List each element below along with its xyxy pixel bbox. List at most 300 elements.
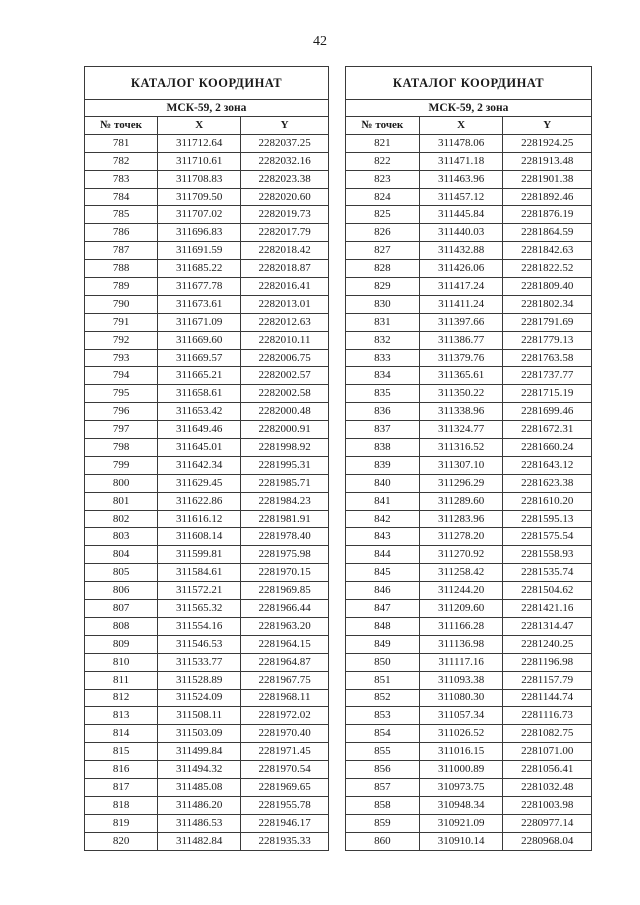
table-row — [85, 170, 329, 188]
y-coordinate-cell: 2281822.52 — [503, 260, 592, 278]
x-coordinate-cell: 311397.66 — [419, 313, 503, 331]
table-row — [346, 600, 592, 618]
x-coordinate-cell: 311485.08 — [158, 778, 241, 796]
x-coordinate-cell: 311508.11 — [158, 707, 241, 725]
point-number-cell: 809 — [85, 635, 158, 653]
x-coordinate-cell: 311324.77 — [419, 421, 503, 439]
y-coordinate-cell: 2281144.74 — [503, 689, 592, 707]
coordinate-rows — [346, 134, 592, 850]
table-row — [346, 206, 592, 224]
point-number-cell: 802 — [85, 510, 158, 528]
point-number-cell: 781 — [85, 134, 158, 152]
y-coordinate-cell: 2281558.93 — [503, 546, 592, 564]
x-coordinate-cell: 311278.20 — [419, 528, 503, 546]
y-coordinate-cell: 2281314.47 — [503, 617, 592, 635]
x-coordinate-cell: 311289.60 — [419, 492, 503, 510]
x-coordinate-cell: 311653.42 — [158, 403, 241, 421]
y-coordinate-cell: 2281924.25 — [503, 134, 592, 152]
x-coordinate-cell: 311503.09 — [158, 725, 241, 743]
table-row — [346, 349, 592, 367]
point-number-cell: 796 — [85, 403, 158, 421]
point-number-cell: 844 — [346, 546, 420, 564]
point-number-cell: 860 — [346, 832, 420, 850]
column-header-x: X — [158, 117, 241, 135]
point-number-cell: 786 — [85, 224, 158, 242]
x-coordinate-cell: 310921.09 — [419, 814, 503, 832]
point-number-cell: 857 — [346, 778, 420, 796]
table-row — [85, 295, 329, 313]
point-number-cell: 792 — [85, 331, 158, 349]
x-coordinate-cell: 311093.38 — [419, 671, 503, 689]
y-coordinate-cell: 2281421.16 — [503, 600, 592, 618]
y-coordinate-cell: 2281955.78 — [241, 796, 329, 814]
table-row — [85, 188, 329, 206]
table-row — [346, 707, 592, 725]
y-coordinate-cell: 2282010.11 — [241, 331, 329, 349]
x-coordinate-cell: 311677.78 — [158, 278, 241, 296]
point-number-cell: 830 — [346, 295, 420, 313]
y-coordinate-cell: 2282000.48 — [241, 403, 329, 421]
table-row — [85, 224, 329, 242]
x-coordinate-cell: 311166.28 — [419, 617, 503, 635]
y-coordinate-cell: 2281998.92 — [241, 439, 329, 457]
y-coordinate-cell: 2281985.71 — [241, 474, 329, 492]
table-row — [346, 814, 592, 832]
x-coordinate-cell: 311136.98 — [419, 635, 503, 653]
table-row — [85, 564, 329, 582]
point-number-cell: 836 — [346, 403, 420, 421]
table-row — [346, 242, 592, 260]
y-coordinate-cell: 2282018.87 — [241, 260, 329, 278]
table-row — [346, 564, 592, 582]
point-number-cell: 840 — [346, 474, 420, 492]
point-number-cell: 845 — [346, 564, 420, 582]
y-coordinate-cell: 2281972.02 — [241, 707, 329, 725]
y-coordinate-cell: 2282017.79 — [241, 224, 329, 242]
table-row — [346, 492, 592, 510]
y-coordinate-cell: 2281715.19 — [503, 385, 592, 403]
x-coordinate-cell: 311572.21 — [158, 582, 241, 600]
x-coordinate-cell: 311117.16 — [419, 653, 503, 671]
y-coordinate-cell: 2281981.91 — [241, 510, 329, 528]
y-coordinate-cell: 2281623.38 — [503, 474, 592, 492]
x-coordinate-cell: 311016.15 — [419, 743, 503, 761]
y-coordinate-cell: 2281963.20 — [241, 617, 329, 635]
table-row — [85, 331, 329, 349]
table-row — [85, 313, 329, 331]
x-coordinate-cell: 311486.20 — [158, 796, 241, 814]
page-number: 42 — [313, 34, 327, 49]
point-number-cell: 852 — [346, 689, 420, 707]
point-number-cell: 803 — [85, 528, 158, 546]
x-coordinate-cell: 311554.16 — [158, 617, 241, 635]
table-row — [346, 761, 592, 779]
x-coordinate-cell: 311691.59 — [158, 242, 241, 260]
y-coordinate-cell: 2281935.33 — [241, 832, 329, 850]
table-row — [346, 367, 592, 385]
table-row — [85, 582, 329, 600]
y-coordinate-cell: 2281802.34 — [503, 295, 592, 313]
x-coordinate-cell: 311486.53 — [158, 814, 241, 832]
y-coordinate-cell: 2282002.58 — [241, 385, 329, 403]
table-row — [346, 421, 592, 439]
point-number-cell: 807 — [85, 600, 158, 618]
x-coordinate-cell: 311712.64 — [158, 134, 241, 152]
y-coordinate-cell: 2282013.01 — [241, 295, 329, 313]
point-number-cell: 828 — [346, 260, 420, 278]
x-coordinate-cell: 311026.52 — [419, 725, 503, 743]
point-number-cell: 819 — [85, 814, 158, 832]
x-coordinate-cell: 311524.09 — [158, 689, 241, 707]
table-row — [346, 331, 592, 349]
y-coordinate-cell: 2282006.75 — [241, 349, 329, 367]
point-number-cell: 829 — [346, 278, 420, 296]
y-coordinate-cell: 2281672.31 — [503, 421, 592, 439]
y-coordinate-cell: 2281968.11 — [241, 689, 329, 707]
point-number-cell: 785 — [85, 206, 158, 224]
y-coordinate-cell: 2281003.98 — [503, 796, 592, 814]
table-row — [346, 474, 592, 492]
x-coordinate-cell: 311685.22 — [158, 260, 241, 278]
x-coordinate-cell: 311673.61 — [158, 295, 241, 313]
coordinate-catalog-left — [84, 66, 329, 851]
column-header-x: X — [419, 117, 503, 135]
x-coordinate-cell: 311338.96 — [419, 403, 503, 421]
point-number-cell: 812 — [85, 689, 158, 707]
point-number-cell: 835 — [346, 385, 420, 403]
coordinate-catalog-right — [345, 66, 592, 851]
x-coordinate-cell: 311080.30 — [419, 689, 503, 707]
table-row — [346, 832, 592, 850]
table-row — [85, 242, 329, 260]
x-coordinate-cell: 311546.53 — [158, 635, 241, 653]
y-coordinate-cell: 2281610.20 — [503, 492, 592, 510]
y-coordinate-cell: 2281876.19 — [503, 206, 592, 224]
point-number-cell: 832 — [346, 331, 420, 349]
x-coordinate-cell: 311622.86 — [158, 492, 241, 510]
x-coordinate-cell: 311316.52 — [419, 439, 503, 457]
point-number-cell: 815 — [85, 743, 158, 761]
x-coordinate-cell: 311209.60 — [419, 600, 503, 618]
x-coordinate-cell: 311669.57 — [158, 349, 241, 367]
table-row — [85, 653, 329, 671]
y-coordinate-cell: 2281970.54 — [241, 761, 329, 779]
point-number-cell: 787 — [85, 242, 158, 260]
point-number-cell: 858 — [346, 796, 420, 814]
point-number-cell: 850 — [346, 653, 420, 671]
point-number-cell: 839 — [346, 456, 420, 474]
x-coordinate-cell: 311599.81 — [158, 546, 241, 564]
x-coordinate-cell: 311296.29 — [419, 474, 503, 492]
point-number-cell: 795 — [85, 385, 158, 403]
point-number-cell: 811 — [85, 671, 158, 689]
x-coordinate-cell: 311379.76 — [419, 349, 503, 367]
y-coordinate-cell: 2281032.48 — [503, 778, 592, 796]
table-row — [346, 778, 592, 796]
y-coordinate-cell: 2281964.87 — [241, 653, 329, 671]
x-coordinate-cell: 311478.06 — [419, 134, 503, 152]
x-coordinate-cell: 311471.18 — [419, 152, 503, 170]
x-coordinate-cell: 311386.77 — [419, 331, 503, 349]
point-number-cell: 788 — [85, 260, 158, 278]
y-coordinate-cell: 2281737.77 — [503, 367, 592, 385]
x-coordinate-cell: 311649.46 — [158, 421, 241, 439]
coordinate-rows — [85, 134, 329, 850]
y-coordinate-cell: 2281967.75 — [241, 671, 329, 689]
x-coordinate-cell: 311709.50 — [158, 188, 241, 206]
table-row — [346, 796, 592, 814]
point-number-cell: 843 — [346, 528, 420, 546]
y-coordinate-cell: 2281763.58 — [503, 349, 592, 367]
table-row — [346, 671, 592, 689]
point-number-cell: 838 — [346, 439, 420, 457]
y-coordinate-cell: 2281504.62 — [503, 582, 592, 600]
table-row — [346, 635, 592, 653]
x-coordinate-cell: 311411.24 — [419, 295, 503, 313]
y-coordinate-cell: 2281864.59 — [503, 224, 592, 242]
x-coordinate-cell: 311533.77 — [158, 653, 241, 671]
point-number-cell: 846 — [346, 582, 420, 600]
table-row — [346, 743, 592, 761]
y-coordinate-cell: 2281995.31 — [241, 456, 329, 474]
y-coordinate-cell: 2282032.16 — [241, 152, 329, 170]
x-coordinate-cell: 311696.83 — [158, 224, 241, 242]
y-coordinate-cell: 2281970.40 — [241, 725, 329, 743]
table-row — [346, 617, 592, 635]
point-number-cell: 822 — [346, 152, 420, 170]
y-coordinate-cell: 2282019.73 — [241, 206, 329, 224]
y-coordinate-cell: 2282023.38 — [241, 170, 329, 188]
y-coordinate-cell: 2281157.79 — [503, 671, 592, 689]
x-coordinate-cell: 311707.02 — [158, 206, 241, 224]
table-row — [346, 546, 592, 564]
table-row — [85, 600, 329, 618]
x-coordinate-cell: 311482.84 — [158, 832, 241, 850]
x-coordinate-cell: 311665.21 — [158, 367, 241, 385]
point-number-cell: 837 — [346, 421, 420, 439]
point-number-cell: 800 — [85, 474, 158, 492]
table-row — [85, 349, 329, 367]
x-coordinate-cell: 311307.10 — [419, 456, 503, 474]
x-coordinate-cell: 311365.61 — [419, 367, 503, 385]
table-row — [346, 188, 592, 206]
x-coordinate-cell: 311440.03 — [419, 224, 503, 242]
y-coordinate-cell: 2282037.25 — [241, 134, 329, 152]
table-row — [85, 796, 329, 814]
x-coordinate-cell: 311645.01 — [158, 439, 241, 457]
y-coordinate-cell: 2281892.46 — [503, 188, 592, 206]
y-coordinate-cell: 2281116.73 — [503, 707, 592, 725]
table-row — [346, 313, 592, 331]
y-coordinate-cell: 2281978.40 — [241, 528, 329, 546]
x-coordinate-cell: 311350.22 — [419, 385, 503, 403]
x-coordinate-cell: 311457.12 — [419, 188, 503, 206]
point-number-cell: 824 — [346, 188, 420, 206]
table-row — [85, 528, 329, 546]
catalog-title: КАТАЛОГ КООРДИНАТ — [346, 67, 592, 100]
x-coordinate-cell: 311671.09 — [158, 313, 241, 331]
point-number-cell: 783 — [85, 170, 158, 188]
column-header-point-number: № точек — [85, 117, 158, 135]
point-number-cell: 805 — [85, 564, 158, 582]
table-row — [346, 582, 592, 600]
table-row — [346, 439, 592, 457]
y-coordinate-cell: 2281975.98 — [241, 546, 329, 564]
y-coordinate-cell: 2281971.45 — [241, 743, 329, 761]
y-coordinate-cell: 2281699.46 — [503, 403, 592, 421]
y-coordinate-cell: 2280968.04 — [503, 832, 592, 850]
table-row — [85, 635, 329, 653]
y-coordinate-cell: 2281196.98 — [503, 653, 592, 671]
point-number-cell: 794 — [85, 367, 158, 385]
point-number-cell: 798 — [85, 439, 158, 457]
x-coordinate-cell: 311669.60 — [158, 331, 241, 349]
point-number-cell: 847 — [346, 600, 420, 618]
table-row — [85, 832, 329, 850]
y-coordinate-cell: 2281842.63 — [503, 242, 592, 260]
y-coordinate-cell: 2282002.57 — [241, 367, 329, 385]
point-number-cell: 810 — [85, 653, 158, 671]
point-number-cell: 806 — [85, 582, 158, 600]
point-number-cell: 793 — [85, 349, 158, 367]
x-coordinate-cell: 311463.96 — [419, 170, 503, 188]
y-coordinate-cell: 2281791.69 — [503, 313, 592, 331]
y-coordinate-cell: 2282012.63 — [241, 313, 329, 331]
point-number-cell: 823 — [346, 170, 420, 188]
x-coordinate-cell: 311417.24 — [419, 278, 503, 296]
x-coordinate-cell: 311616.12 — [158, 510, 241, 528]
y-coordinate-cell: 2282018.42 — [241, 242, 329, 260]
point-number-cell: 856 — [346, 761, 420, 779]
y-coordinate-cell: 2281969.65 — [241, 778, 329, 796]
table-row — [85, 260, 329, 278]
table-row — [346, 385, 592, 403]
y-coordinate-cell: 2281071.00 — [503, 743, 592, 761]
x-coordinate-cell: 311258.42 — [419, 564, 503, 582]
table-row — [85, 707, 329, 725]
table-row — [346, 725, 592, 743]
table-row — [85, 617, 329, 635]
x-coordinate-cell: 311426.06 — [419, 260, 503, 278]
point-number-cell: 813 — [85, 707, 158, 725]
table-row — [85, 510, 329, 528]
y-coordinate-cell: 2281056.41 — [503, 761, 592, 779]
table-row — [85, 689, 329, 707]
y-coordinate-cell: 2281946.17 — [241, 814, 329, 832]
point-number-cell: 825 — [346, 206, 420, 224]
table-row — [85, 385, 329, 403]
x-coordinate-cell: 311710.61 — [158, 152, 241, 170]
point-number-cell: 790 — [85, 295, 158, 313]
point-number-cell: 782 — [85, 152, 158, 170]
column-header-y: Y — [503, 117, 592, 135]
coordinate-zone: МСК-59, 2 зона — [346, 100, 592, 117]
table-row — [346, 278, 592, 296]
point-number-cell: 827 — [346, 242, 420, 260]
y-coordinate-cell: 2281595.13 — [503, 510, 592, 528]
table-row — [85, 152, 329, 170]
point-number-cell: 801 — [85, 492, 158, 510]
point-number-cell: 808 — [85, 617, 158, 635]
table-row — [346, 510, 592, 528]
x-coordinate-cell: 310910.14 — [419, 832, 503, 850]
point-number-cell: 831 — [346, 313, 420, 331]
x-coordinate-cell: 311629.45 — [158, 474, 241, 492]
x-coordinate-cell: 311445.84 — [419, 206, 503, 224]
y-coordinate-cell: 2281643.12 — [503, 456, 592, 474]
point-number-cell: 854 — [346, 725, 420, 743]
table-row — [85, 134, 329, 152]
table-row — [85, 671, 329, 689]
x-coordinate-cell: 311499.84 — [158, 743, 241, 761]
table-row — [85, 743, 329, 761]
table-row — [346, 689, 592, 707]
coordinate-zone: МСК-59, 2 зона — [85, 100, 329, 117]
point-number-cell: 816 — [85, 761, 158, 779]
table-row — [85, 725, 329, 743]
table-row — [346, 456, 592, 474]
x-coordinate-cell: 311584.61 — [158, 564, 241, 582]
point-number-cell: 791 — [85, 313, 158, 331]
point-number-cell: 841 — [346, 492, 420, 510]
table-row — [85, 474, 329, 492]
x-coordinate-cell: 311494.32 — [158, 761, 241, 779]
table-row — [85, 761, 329, 779]
point-number-cell: 853 — [346, 707, 420, 725]
y-coordinate-cell: 2282000.91 — [241, 421, 329, 439]
point-number-cell: 820 — [85, 832, 158, 850]
x-coordinate-cell: 311270.92 — [419, 546, 503, 564]
point-number-cell: 826 — [346, 224, 420, 242]
x-coordinate-cell: 311057.34 — [419, 707, 503, 725]
table-row — [85, 421, 329, 439]
y-coordinate-cell: 2281984.23 — [241, 492, 329, 510]
y-coordinate-cell: 2281964.15 — [241, 635, 329, 653]
x-coordinate-cell: 311708.83 — [158, 170, 241, 188]
y-coordinate-cell: 2281660.24 — [503, 439, 592, 457]
x-coordinate-cell: 311000.89 — [419, 761, 503, 779]
table-row — [85, 778, 329, 796]
x-coordinate-cell: 311658.61 — [158, 385, 241, 403]
x-coordinate-cell: 311642.34 — [158, 456, 241, 474]
table-row — [346, 224, 592, 242]
y-coordinate-cell: 2281240.25 — [503, 635, 592, 653]
table-row — [346, 134, 592, 152]
y-coordinate-cell: 2282016.41 — [241, 278, 329, 296]
x-coordinate-cell: 310948.34 — [419, 796, 503, 814]
table-row — [346, 528, 592, 546]
point-number-cell: 784 — [85, 188, 158, 206]
table-row — [85, 492, 329, 510]
column-header-y: Y — [241, 117, 329, 135]
point-number-cell: 789 — [85, 278, 158, 296]
table-row — [346, 653, 592, 671]
table-row — [85, 439, 329, 457]
point-number-cell: 855 — [346, 743, 420, 761]
y-coordinate-cell: 2281970.15 — [241, 564, 329, 582]
y-coordinate-cell: 2281535.74 — [503, 564, 592, 582]
y-coordinate-cell: 2281082.75 — [503, 725, 592, 743]
point-number-cell: 797 — [85, 421, 158, 439]
y-coordinate-cell: 2281779.13 — [503, 331, 592, 349]
x-coordinate-cell: 311432.88 — [419, 242, 503, 260]
table-row — [85, 403, 329, 421]
y-coordinate-cell: 2281969.85 — [241, 582, 329, 600]
catalog-title: КАТАЛОГ КООРДИНАТ — [85, 67, 329, 100]
y-coordinate-cell: 2281913.48 — [503, 152, 592, 170]
point-number-cell: 821 — [346, 134, 420, 152]
table-row — [85, 278, 329, 296]
